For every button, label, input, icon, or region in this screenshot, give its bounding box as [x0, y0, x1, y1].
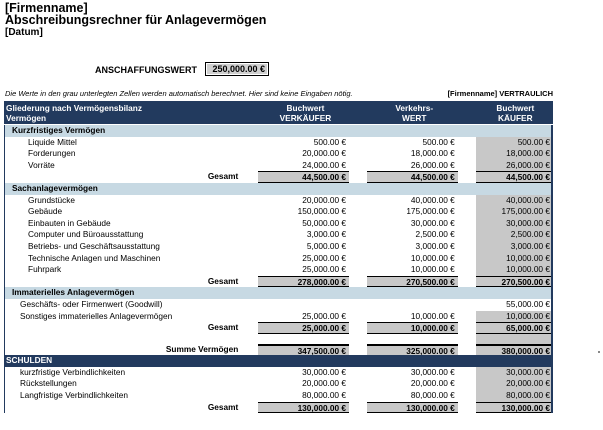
seller-book-value-cell[interactable]: 3,000.00 € [306, 229, 347, 240]
table-body [4, 125, 553, 413]
table-row [4, 218, 553, 230]
seller-book-value-cell[interactable]: 20,000.00 € [302, 148, 347, 159]
market-value-cell: 130,000.00 € [367, 402, 458, 414]
market-value-cell[interactable]: 20,000.00 € [410, 378, 455, 389]
table-row [4, 299, 553, 311]
header-seller-line1: Buchwert [286, 102, 325, 113]
row-label: Gesamt [207, 171, 239, 182]
seller-book-value-cell [258, 125, 349, 137]
market-value-cell[interactable] [367, 299, 458, 311]
row-label: Rückstellungen [20, 378, 77, 389]
asset-table [4, 101, 553, 413]
total-row [4, 276, 553, 288]
table-row [4, 160, 553, 172]
total-row [4, 344, 553, 356]
seller-book-value-cell[interactable]: 5,000.00 € [306, 240, 347, 251]
total-row [4, 402, 553, 414]
seller-book-value-cell: 130,000.00 € [258, 402, 349, 414]
row-label: Gebäude [28, 206, 63, 217]
table-row [4, 229, 553, 241]
stray-mark [598, 351, 600, 353]
market-value-cell[interactable]: 18,000.00 € [410, 148, 455, 159]
sheet-title: Abschreibungsrechner für Anlagevermögen [5, 13, 267, 27]
section-row [4, 183, 553, 195]
buyer-book-value-cell [476, 183, 553, 195]
row-label: Grundstücke [28, 194, 76, 205]
table-row [4, 195, 553, 207]
buyer-book-value-cell: 44,500.00 € [476, 171, 553, 183]
buyer-book-value-cell: 40,000.00 € [476, 195, 553, 207]
market-value-cell: 325,000.00 € [367, 344, 458, 356]
seller-book-value-cell: 347,500.00 € [258, 344, 349, 356]
row-label: Technische Anlagen und Maschinen [28, 252, 161, 263]
buyer-book-value-cell: 500.00 € [476, 137, 553, 149]
market-value-cell[interactable]: 3,000.00 € [415, 240, 455, 251]
seller-book-value-cell: 44,500.00 € [258, 171, 349, 183]
market-value-cell [367, 287, 458, 299]
buyer-book-value-cell: 2,500.00 € [476, 229, 553, 241]
seller-book-value-cell[interactable]: 30,000.00 € [302, 366, 346, 377]
buyer-book-value-cell: 10,000.00 € [476, 311, 553, 323]
seller-book-value-cell[interactable]: 150,000.00 € [297, 206, 347, 217]
buyer-book-value-cell: 55,000.00 € [476, 299, 553, 311]
seller-book-value-cell[interactable]: 80,000.00 € [302, 390, 346, 401]
market-value-cell[interactable]: 175,000.00 € [406, 206, 455, 217]
row-label: Kurzfristiges Vermögen [12, 125, 106, 135]
market-value-cell[interactable]: 2,500.00 € [415, 229, 455, 240]
market-value-cell[interactable]: 500.00 € [422, 136, 455, 147]
row-label: Summe Vermögen [165, 343, 239, 354]
header-buyer-book-value [478, 101, 553, 124]
row-label: Sonstiges immaterielles Anlagevermögen [20, 310, 173, 321]
row-label: Betriebs- und Geschäftsausstattung [28, 240, 160, 251]
header-market-line1: Verkehrs- [395, 102, 434, 113]
header-structure-line2: Vermögen [6, 112, 47, 123]
row-label: Forderungen [28, 148, 76, 159]
row-label: Immaterielles Anlagevermögen [12, 287, 135, 298]
row-label: kurzfristige Verbindlichkeiten [20, 366, 126, 377]
market-value-cell[interactable]: 30,000.00 € [410, 217, 455, 228]
row-label: Einbauten in Gebäude [28, 217, 111, 228]
acquisition-value-input[interactable]: 250,000.00 € [205, 62, 269, 76]
table-left-border [4, 125, 5, 413]
row-label: Gesamt [207, 275, 239, 286]
buyer-book-value-cell [476, 334, 553, 344]
seller-book-value-cell[interactable]: 25,000.00 € [302, 252, 347, 263]
table-row [4, 148, 553, 160]
table-row [4, 390, 553, 402]
row-label: Gesamt [207, 322, 239, 333]
buyer-book-value-cell: 130,000.00 € [476, 402, 553, 414]
section-row [4, 125, 553, 137]
total-row [4, 171, 553, 183]
header-buyer-line1: Buchwert [496, 102, 535, 113]
seller-book-value-cell[interactable]: 20,000.00 € [302, 378, 346, 389]
buyer-book-value-cell: 20,000.00 € [476, 378, 553, 390]
seller-book-value-cell[interactable] [258, 299, 349, 311]
header-buyer-line2: KÄUFER [498, 112, 533, 123]
header-seller-line2: VERKÄUFER [279, 112, 332, 123]
info-note: Die Werte in den grau unterlegten Zellen werden automatisch berechnet. Hier sind keine Eingaben nötig. [5, 89, 353, 98]
row-label: Fuhrpark [28, 264, 62, 275]
table-header [4, 101, 553, 125]
buyer-book-value-cell: 26,000.00 € [476, 160, 553, 172]
table-row [4, 137, 553, 149]
buyer-book-value-cell: 10,000.00 € [476, 253, 553, 265]
market-value-cell[interactable]: 10,000.00 € [410, 252, 455, 263]
seller-book-value-cell[interactable]: 24,000.00 € [302, 159, 347, 170]
market-value-cell[interactable]: 80,000.00 € [410, 390, 455, 401]
market-value-cell: 270,500.00 € [367, 276, 458, 288]
seller-book-value-cell [258, 334, 349, 344]
seller-book-value-cell[interactable]: 20,000.00 € [302, 194, 347, 205]
market-value-cell [367, 334, 458, 344]
buyer-book-value-cell: 30,000.00 € [476, 218, 553, 230]
row-label: Geschäfts- oder Firmenwert (Goodwill) [20, 298, 163, 309]
buyer-book-value-cell: 10,000.00 € [476, 264, 553, 276]
row-label: SCHULDEN [6, 355, 53, 366]
header-seller-book-value [260, 101, 351, 124]
table-row [4, 206, 553, 218]
buyer-book-value-cell: 65,000.00 € [476, 322, 553, 334]
buyer-book-value-cell [476, 287, 553, 299]
buyer-book-value-cell: 175,000.00 € [476, 206, 553, 218]
seller-book-value-cell[interactable]: 25,000.00 € [302, 264, 347, 275]
market-value-cell [367, 125, 458, 137]
buyer-book-value-cell: 380,000.00 € [476, 344, 553, 356]
market-value-cell: 10,000.00 € [367, 322, 458, 334]
header-structure-line1: Gliederung nach Vermögensbilanz [6, 102, 143, 113]
market-value-cell[interactable]: 40,000.00 € [410, 194, 455, 205]
buyer-book-value-cell: 80,000.00 € [476, 390, 553, 402]
table-row [4, 378, 553, 390]
row-label: Langfristige Verbindlichkeiten [20, 390, 128, 401]
buyer-book-value-cell [476, 125, 553, 137]
date-field: [Datum] [5, 27, 43, 38]
row-label: Vorräte [28, 159, 55, 170]
buyer-book-value-cell: 270,500.00 € [476, 276, 553, 288]
company-name: [Firmenname] [5, 1, 88, 15]
seller-book-value-cell: 25,000.00 € [258, 322, 349, 334]
market-value-cell [367, 183, 458, 195]
acquisition-value-label: ANSCHAFFUNGSWERT [95, 65, 197, 75]
seller-book-value-cell[interactable]: 500.00 € [313, 136, 347, 147]
market-value-cell: 44,500.00 € [367, 171, 458, 183]
table-row [4, 264, 553, 276]
row-label: Sachanlagevermögen [12, 182, 98, 193]
table-row [4, 367, 553, 379]
row-label: Computer und Büroausstattung [28, 229, 144, 240]
header-structure [4, 101, 260, 124]
seller-book-value-cell: 278,000.00 € [258, 276, 349, 288]
seller-book-value-cell[interactable]: 25,000.00 € [302, 310, 346, 321]
table-row [4, 241, 553, 253]
table-row [4, 253, 553, 265]
section-row [4, 355, 553, 367]
seller-book-value-cell [258, 183, 349, 195]
market-value-cell[interactable]: 26,000.00 € [410, 159, 455, 170]
seller-book-value-cell [258, 287, 349, 299]
table-right-border [551, 125, 553, 413]
row-label: Liquide Mittel [28, 136, 77, 147]
section-row [4, 287, 553, 299]
confidential-label: [Firmenname] VERTRAULICH [447, 89, 553, 98]
seller-book-value-cell[interactable]: 50,000.00 € [302, 217, 347, 228]
total-row [4, 322, 553, 334]
market-value-cell[interactable]: 10,000.00 € [410, 264, 455, 275]
table-row [4, 334, 553, 344]
row-label [4, 334, 258, 344]
table-row [4, 311, 553, 323]
seller-book-value-cell [258, 355, 349, 367]
market-value-cell[interactable]: 10,000.00 € [410, 310, 455, 321]
buyer-book-value-cell: 18,000.00 € [476, 148, 553, 160]
row-label: Gesamt [207, 401, 239, 412]
buyer-book-value-cell [476, 355, 553, 367]
buyer-book-value-cell: 30,000.00 € [476, 367, 553, 379]
header-market-value [369, 101, 460, 124]
market-value-cell [367, 355, 458, 367]
header-market-line2: WERT [402, 112, 427, 123]
buyer-book-value-cell: 3,000.00 € [476, 241, 553, 253]
market-value-cell[interactable]: 30,000.00 € [410, 366, 455, 377]
